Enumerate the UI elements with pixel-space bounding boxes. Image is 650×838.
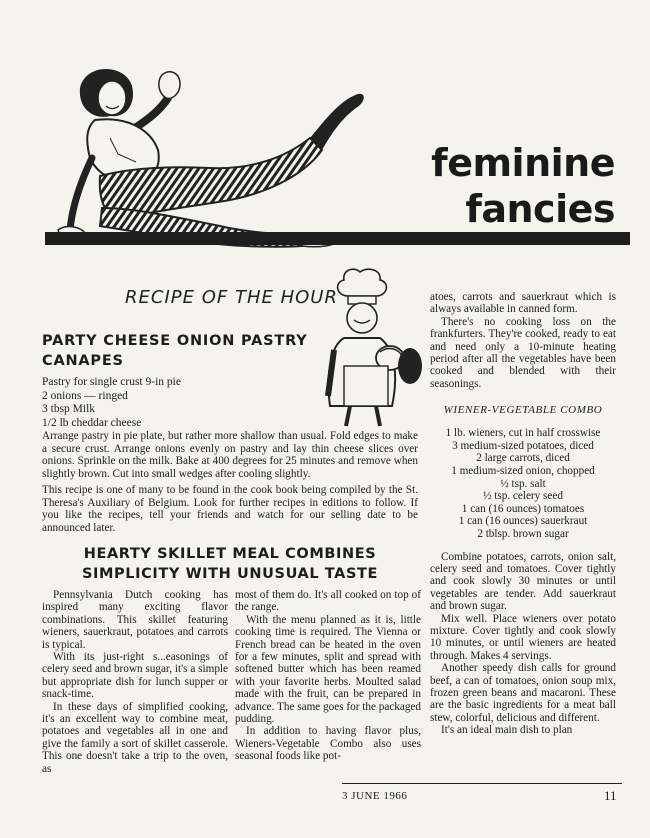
recipe2-ingredients	[430, 427, 616, 540]
chef-illustration	[320, 266, 428, 428]
paragraph: In these days of simplified cooking, it's an excellent way to combine meat, potatoes and vegetables all in one and give the family a sort of skillet casserole. This one doesn't take a trip to the oven, as	[42, 700, 228, 775]
ingredient-line: 1 can (16 ounces) sauerkraut	[458, 515, 588, 528]
ingredient-line: 2 large carrots, diced	[476, 452, 570, 465]
ingredient-line: 2 tblsp. brown sugar	[477, 528, 569, 540]
ingredient-line: 1 medium-sized onion, chopped	[451, 465, 595, 478]
article-column-3	[430, 291, 616, 737]
recipe1-method: Arrange pastry in pie plate, but rather more shallow than usual. Fold edges to make a secure crust. Arrange onions evenly on pastry and lay thin cheese slices over onions. Sprinkle on the milk. Bake at 400 degrees for 25 minutes and remove when slightly brown. Cut into small wedges after cooling slightly.	[42, 430, 418, 480]
paragraph: most of them do. It's all cooked on top of the range.	[235, 589, 421, 614]
ingredient-line: 1 can (16 ounces) tomatoes	[461, 502, 585, 515]
paragraph: With its just-right s...easonings of celery seed and brown sugar, it's a simple but appropriate dish for lunch supper or snack-time.	[42, 651, 228, 701]
masthead-line1: feminine	[431, 141, 615, 185]
page-number: 11	[604, 788, 617, 803]
article-column-2	[235, 589, 421, 763]
recipe1-note: This recipe is one of many to be found in the cook book being compiled by the St. Theresa's Auxiliary of Belgium. Look for further recipes in editions to follow. If you like the recipes, tell your friends and watch for our selling date to be announced later.	[42, 484, 418, 534]
ingredient-line: ½ tsp. salt	[500, 477, 546, 490]
paragraph: Another speedy dish calls for ground beef, a can of tomatoes, onion soup mix, frozen green beans and macaroni. These are the basic ingredients for a meat ball stew, colorful, delicious and different.	[430, 662, 616, 724]
ingredient-line: ½ tsp. celery seed	[483, 490, 563, 503]
woman-illustration	[40, 58, 370, 250]
paragraph: Mix well. Place wieners over potato mixture. Cover tightly and cook slowly 10 minutes, or until wieners are heated through. Makes 4 servings.	[430, 612, 616, 662]
recipe1-ingredients	[42, 376, 312, 430]
paragraph: atoes, carrots and sauerkraut which is always available in canned form.	[430, 291, 616, 316]
article-headline: HEARTY SKILLET MEAL COMBINES SIMPLICITY WITH UNUSUAL TASTE	[81, 546, 379, 582]
recipe1-title: PARTY CHEESE ONION PASTRY CANAPES	[42, 333, 308, 369]
ingredient-line: 2 onions — ringed	[42, 389, 128, 402]
paragraph: There's no cooking loss on the frankfurters. They're cooked, ready to eat and need only a 10-minute heating period after all the vegetables have been cooked and blended with their seasonings.	[430, 315, 616, 390]
ingredient-line: 1 lb. wieners, cut in half crosswise	[445, 427, 601, 440]
ingredient-line: 3 medium-sized potatoes, diced	[452, 439, 594, 452]
ingredient-line: 1/2 lb cheddar cheese	[42, 416, 142, 429]
article-column-1	[42, 589, 228, 775]
ingredient-line: 3 tbsp Milk	[42, 403, 96, 415]
recipe2-title: WIENER-VEGETABLE COMBO	[443, 404, 603, 417]
paragraph: With the menu planned as it is, little cooking time is required. The Vienna or French bread can be heated in the oven for a few minutes, split and spread with softened butter which has been reamed with your favorite herbs. Moulted salad made with the fruit, can be prepared in advance. The same goes for the packaged pudding.	[235, 613, 421, 726]
paragraph: In addition to having flavor plus, Wieners-Vegetable Combo also uses seasonal foods like pot-	[235, 725, 421, 763]
footer-rule	[342, 783, 622, 784]
paragraph: Pennsylvania Dutch cooking has inspired many exciting flavor combinations. This skillet featuring wieners, sauerkraut, potatoes and carrots is typical.	[42, 589, 228, 651]
masthead-line2: fancies	[465, 187, 615, 231]
footer-date: 3 JUNE 1966	[342, 790, 408, 802]
masthead-rule	[45, 232, 630, 245]
ingredient-line: Pastry for single crust 9-in pie	[42, 376, 181, 388]
paragraph: It's an ideal main dish to plan	[441, 724, 573, 737]
paragraph: Combine potatoes, carrots, onion salt, celery seed and tomatoes. Cover tightly and cook slowly 30 minutes or until vegetables are tender. Add sauerkraut and brown sugar.	[430, 550, 616, 613]
recipe-of-hour-heading: RECIPE OF THE HOUR	[125, 287, 338, 308]
